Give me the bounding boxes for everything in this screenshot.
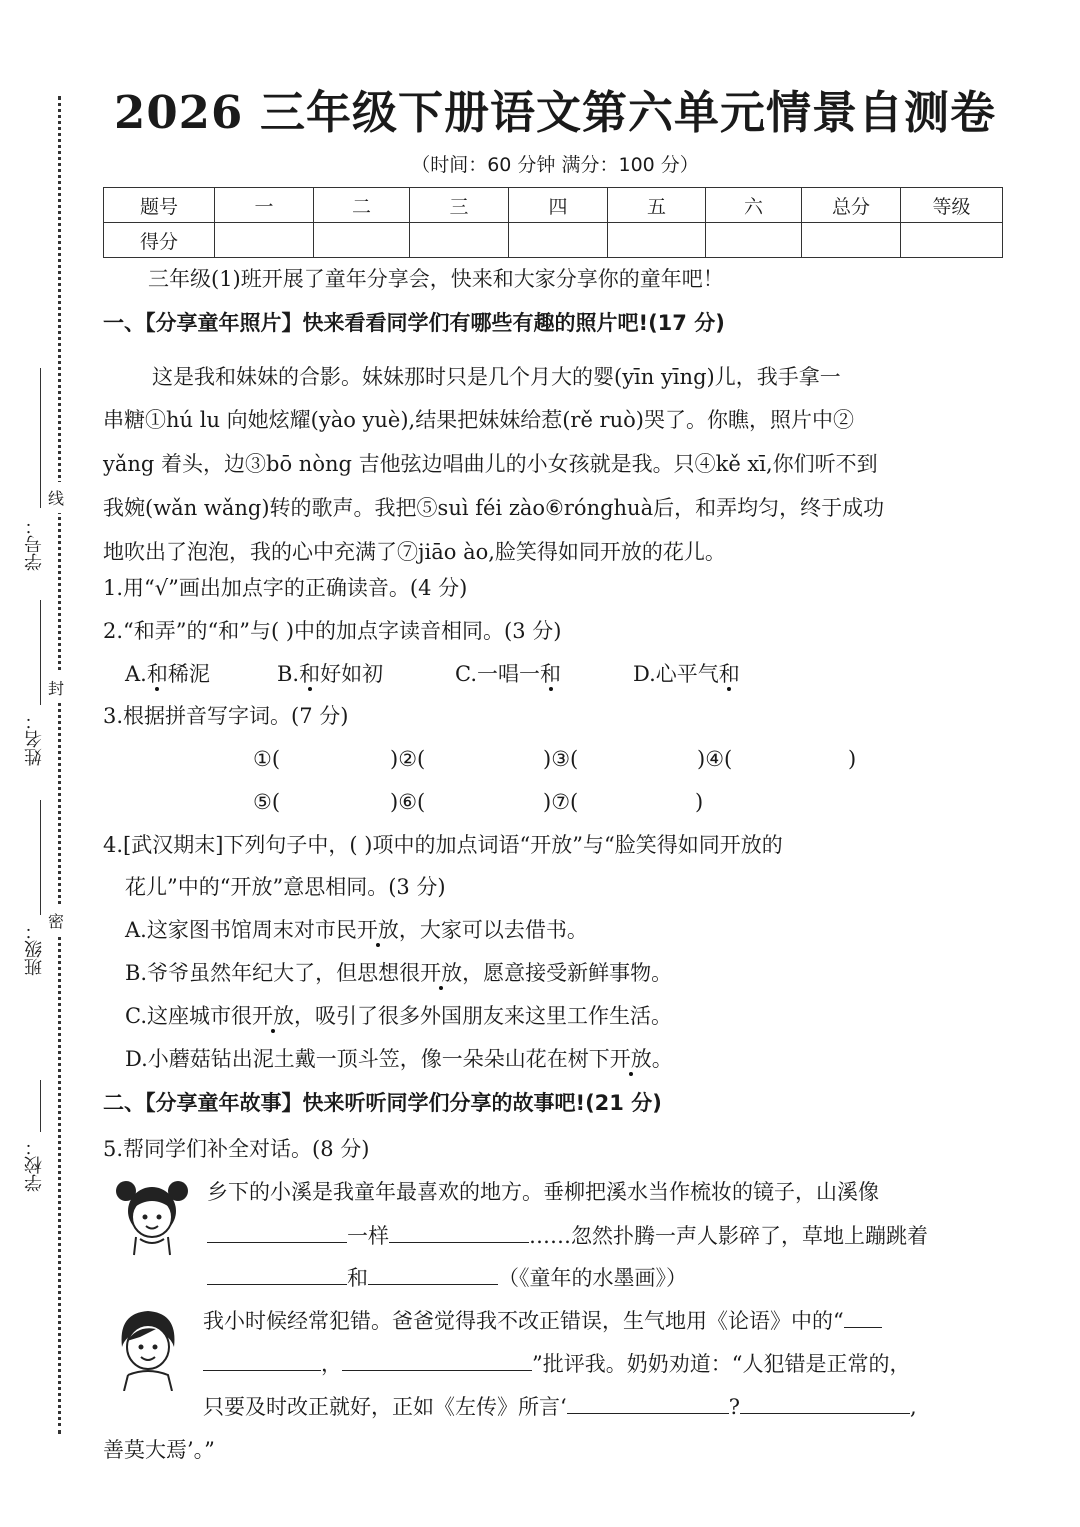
score-header-cell: 四 [509, 188, 608, 223]
score-header-cell: 五 [608, 188, 706, 223]
q3-blank-4[interactable]: )④( [697, 747, 733, 771]
dialogue1-line1: 乡下的小溪是我童年最喜欢的地方。垂柳把溪水当作梳妆的镜子，山溪像 [207, 1180, 879, 1204]
answer-blank[interactable] [740, 1391, 910, 1414]
score-cell[interactable] [410, 223, 509, 258]
q4-option-a[interactable] [125, 915, 1040, 945]
dotted-char: 和 [718, 662, 740, 686]
answer-blank[interactable] [207, 1220, 347, 1243]
section2-title: 二、【分享童年故事】快来听听同学们分享的故事吧!(21 分) [103, 1091, 662, 1115]
score-table [103, 187, 1003, 258]
answer-blank[interactable] [567, 1391, 729, 1414]
answer-blank[interactable] [207, 1262, 347, 1285]
binding-mark-seal: 密 [48, 905, 64, 936]
dialogue1-line2 [207, 1220, 1080, 1251]
class-label: 班级： [24, 922, 45, 976]
name-underline [40, 600, 41, 705]
score-cell[interactable] [802, 223, 901, 258]
score-cell[interactable] [608, 223, 706, 258]
score-header-cell: 等级 [901, 188, 1003, 223]
q3-close: ) [848, 747, 857, 771]
option-prefix: A. [125, 662, 147, 686]
option-text: D.小蘑菇钻出泥土戴一顶斗笠，像一朵朵山花在树下 [125, 1047, 610, 1071]
dialogue-text: ……忽然扑腾一声人影碎了，草地上蹦跳着 [529, 1224, 928, 1248]
option-text: 。 [651, 1047, 673, 1071]
score-table-header-row [104, 188, 1003, 223]
question-5: 5.帮同学们补全对话。(8 分) [103, 1137, 370, 1161]
q4-option-d[interactable] [125, 1044, 1040, 1074]
q3-blank-7[interactable]: )⑦( [543, 790, 579, 814]
q3-blank-5[interactable]: ⑤( [253, 790, 281, 814]
answer-blank[interactable] [389, 1220, 529, 1243]
question-4: 4.[武汉期末]下列句子中，( )项中的加点词语“开放”与“脸笑得如同开放的 [103, 833, 783, 857]
score-header-cell: 总分 [802, 188, 901, 223]
question-1: 1.用“√”画出加点字的正确读音。(4 分) [103, 576, 468, 600]
question-3: 3.根据拼音写字词。(7 分) [103, 704, 349, 728]
dialogue2-line1 [203, 1305, 1080, 1336]
page-title: 2026 三年级下册语文第六单元情景自测卷 [114, 86, 996, 139]
q4-option-b[interactable] [125, 958, 1040, 988]
dotted-word: 开放 [252, 1004, 294, 1028]
option-prefix: B. [277, 662, 300, 686]
dialogue-text: 只要及时改正就好，正如《左传》所言‘ [203, 1395, 567, 1419]
dialogue-text: ”批评我。奶奶劝道：“人犯错是正常的， [532, 1352, 911, 1376]
dotted-word: 开放 [356, 918, 399, 942]
school-underline [40, 1080, 41, 1132]
answer-blank[interactable] [368, 1262, 498, 1285]
score-cell[interactable] [314, 223, 410, 258]
score-cell[interactable] [509, 223, 608, 258]
q3-blank-3[interactable]: )③( [543, 747, 579, 771]
q3-blank-1[interactable]: ①( [253, 747, 281, 771]
passage-line: 串糖①hú lu 向她炫耀(yào yuè),结果把妹妹给惹(rě ruò)哭了。你瞧，照片中② [103, 408, 854, 432]
binding-mark-line: 线 [48, 482, 64, 513]
option-prefix: D.心平气 [633, 662, 719, 686]
score-header-cell: 三 [410, 188, 509, 223]
dotted-word: 开放 [420, 961, 463, 985]
score-table-score-row [104, 223, 1003, 258]
dotted-word: 开放 [609, 1047, 652, 1071]
dotted-char: 和 [540, 662, 561, 686]
dialogue-text: ， [321, 1352, 342, 1376]
score-row-label: 得分 [104, 223, 215, 258]
passage-line: 地吹出了泡泡，我的心中充满了⑦jiāo ào,脸笑得如同开放的花儿。 [103, 540, 726, 564]
option-text: ，愿意接受新鲜事物。 [462, 961, 673, 985]
dialogue-text: , [909, 1395, 917, 1419]
q3-blank-6[interactable]: )⑥( [390, 790, 426, 814]
binding-dotted-line [58, 96, 61, 1434]
number-underline [40, 368, 41, 508]
passage-line: 这是我和妹妹的合影。妹妹那时只是几个月大的婴(yīn yīng)儿，我手拿一 [152, 365, 841, 389]
answer-blank[interactable] [844, 1305, 882, 1328]
number-label: 学号： [24, 517, 45, 571]
dialogue-text: 和 [347, 1266, 368, 1290]
school-label: 学校： [24, 1138, 45, 1192]
question-4-cont: 花儿”中的“开放”意思相同。(3 分) [125, 875, 446, 899]
binding-mark-fold: 封 [48, 672, 64, 703]
option-text: B.爷爷虽然年纪大了，但思想很 [125, 961, 421, 985]
dialogue1-line3 [207, 1262, 1080, 1293]
dialogue2-line3 [203, 1391, 1080, 1422]
option-rest: 稀泥 [167, 662, 210, 686]
passage-line: yǎng 着头，边③bō nòng 吉他弦边唱曲儿的小女孩就是我。只④kě xī,你们听不到 [103, 452, 878, 476]
q3-close: ) [695, 790, 704, 814]
score-header-cell: 六 [706, 188, 802, 223]
dialogue-text: ? [728, 1395, 740, 1419]
score-cell[interactable] [215, 223, 314, 258]
dotted-char: 和 [299, 662, 321, 686]
dialogue2-line2 [203, 1348, 1080, 1379]
option-rest: 好如初 [320, 662, 384, 686]
passage-line: 我婉(wǎn wǎng)转的歌声。我把⑤suì féi zào⑥rónghuà后，和弄均匀，终于成功 [103, 496, 885, 520]
section1-title: 一、【分享童年照片】快来看看同学们有哪些有趣的照片吧!(17 分) [103, 311, 725, 335]
score-cell[interactable] [706, 223, 802, 258]
dotted-char: 和 [146, 662, 168, 686]
score-header-cell: 题号 [104, 188, 215, 223]
q2-option-d[interactable] [633, 659, 1080, 689]
dialogue-text: 我小时候经常犯错。爸爸觉得我不改正错误，生气地用《论语》中的“ [203, 1309, 844, 1333]
q4-option-c[interactable] [125, 1001, 1040, 1031]
score-cell[interactable] [901, 223, 1003, 258]
score-header-cell: 二 [314, 188, 410, 223]
question-2: 2.“和弄”的“和”与( )中的加点字读音相同。(3 分) [103, 619, 562, 643]
dialogue-text: 一样 [347, 1224, 389, 1248]
exam-info: （时间：60 分钟 满分：100 分） [411, 154, 699, 176]
girl-short-hair-avatar [108, 1303, 188, 1391]
q3-blank-2[interactable]: )②( [390, 747, 426, 771]
intro-text: 三年级(1)班开展了童年分享会，快来和大家分享你的童年吧！ [148, 267, 724, 291]
class-underline [40, 800, 41, 915]
option-text: A.这家图书馆周末对市民 [125, 918, 357, 942]
dialogue2-line4: 善莫大焉’。” [103, 1438, 215, 1462]
name-label: 姓名： [24, 712, 45, 766]
score-header-cell: 一 [215, 188, 314, 223]
dialogue-text: （《童年的水墨画》） [498, 1266, 687, 1290]
option-text: ，大家可以去借书。 [398, 918, 588, 942]
option-text: ，吸引了很多外国朋友来这里工作生活。 [294, 1004, 672, 1028]
answer-blank[interactable] [342, 1348, 532, 1371]
option-text: C.这座城市很 [125, 1004, 252, 1028]
option-prefix: C.一唱一 [455, 662, 540, 686]
answer-blank[interactable] [203, 1348, 321, 1371]
girl-pigtails-avatar [112, 1175, 192, 1257]
